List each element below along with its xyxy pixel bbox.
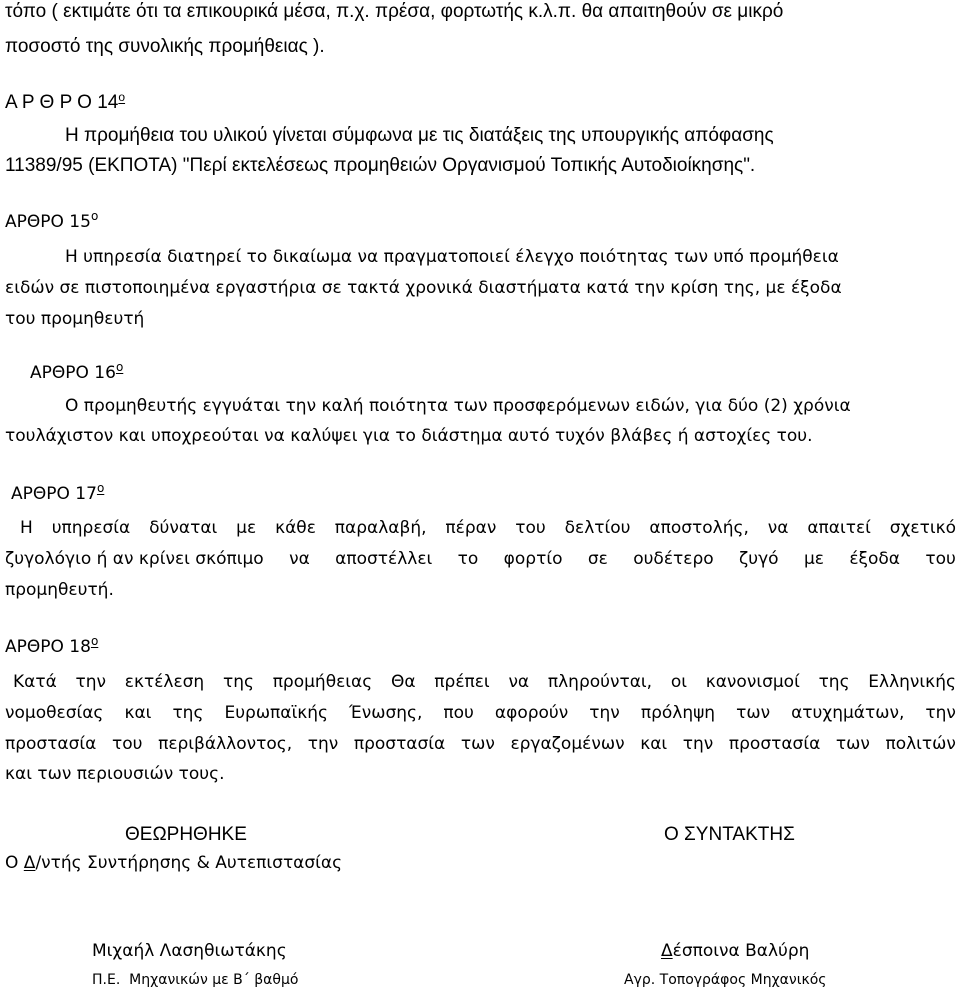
justified-word: με [803,549,824,569]
intro-line-1: τόπο ( εκτιμάτε ότι τα επικουρικά μέσα, π.χ. πρέσα, φορτωτής κ.λ.π. θα απαιτηθούν σε μικρό [5,1,784,22]
justified-word: της [818,672,850,692]
approver-role: Ο Δ/ντής Συντήρησης & Αυτεπιστασίας [5,853,343,873]
justified-word: Ευρωπαϊκής [224,703,329,723]
justified-word: έξοδα [849,549,901,569]
article-14-line-1: Η προμήθεια του υλικού γίνεται σύμφωνα με τις διατάξεις της υπουργικής απόφασης [65,125,774,146]
justified-word: της [172,703,204,723]
justified-word: που [443,703,474,723]
justified-word: το [457,549,479,569]
justified-word: περιβάλλοντος, [158,734,293,754]
justified-word: Ένωσης, [349,703,423,723]
justified-word: την [75,672,107,692]
justified-word: ουδέτερο [633,549,714,569]
justified-word: πέραν [445,518,497,538]
justified-word: νομοθεσίας [5,703,104,723]
justified-word: του [925,549,956,569]
justified-word: κανονισμοί [705,672,800,692]
justified-word: δύναται [149,518,218,538]
justified-word: Ελληνικής [868,672,956,692]
justified-word: προστασία [353,734,446,754]
article-17-line-1 [20,520,956,537]
justified-word: του [515,518,546,538]
justified-word: απαιτεί [807,518,871,538]
article-16-heading: ΑΡΘΡΟ $16^o$ [30,360,124,383]
justified-word: εργαζομένων [510,734,625,754]
justified-word: Η [20,518,33,538]
justified-word: να [289,549,310,569]
article-14-heading: Α Ρ Θ Ρ Ο $14^o$ [5,90,126,113]
article-15-line-1: Η υπηρεσία διατηρεί το δικαίωμα να πραγματοποιεί έλεγχο ποιότητας των υπό προμήθεια [65,247,839,267]
justified-word: φορτίο [503,549,563,569]
approved-label: ΘΕΩΡΗΘΗΚΕ [125,824,247,845]
justified-word: ατυχημάτων, [791,703,905,723]
article-17-heading: ΑΡΘΡΟ $17^o$ [11,481,105,504]
composer-label: Ο ΣΥΝΤΑΚΤΗΣ [664,824,795,845]
justified-word: των [835,734,870,754]
article-18-heading: ΑΡΘΡΟ $18^o$ [5,634,99,657]
justified-word: αποστολής, [649,518,749,538]
article-15-line-3: του προμηθευτή [5,309,145,329]
article-18-line-3 [5,736,956,753]
justified-word: την [925,703,956,723]
article-18-line-4: και των περιουσιών τους. [5,764,225,784]
justified-word: προστασία [728,734,821,754]
justified-word: του [111,734,143,754]
justified-word: πρόληψη [640,703,716,723]
intro-line-2: ποσοστό της συνολικής προμήθειας ). [5,36,325,57]
justified-word: παραλαβή, [334,518,427,538]
justified-word: την [682,734,714,754]
justified-word: πρέπει [434,672,490,692]
justified-word: των [460,734,495,754]
justified-word: και [124,703,152,723]
justified-word: ζυγό [739,549,779,569]
approver-title: Π.Ε. Μηχανικών με Β΄ βαθμό [92,972,299,988]
justified-word: να [767,518,789,538]
justified-word: αποστέλλει [335,549,433,569]
article-16-line-2: τουλάχιστον και υποχρεούται να καλύψει για το διάστημα αυτό τυχόν βλάβες ή αστοχίες του. [5,426,813,446]
justified-word: δελτίου [564,518,631,538]
article-17-line-2 [5,551,956,568]
composer-name: Δέσποινα Βαλύρη [661,941,810,961]
composer-title: Αγρ. Τοπογράφος Μηχανικός [624,972,827,988]
justified-word: ζυγολόγιο ή αν κρίνει σκόπιμο [5,549,264,569]
justified-word: της [222,672,254,692]
justified-word: αφορούν [494,703,569,723]
justified-word: την [307,734,339,754]
justified-word: προστασία [5,734,97,754]
justified-word: οι [670,672,687,692]
justified-word: Θα [390,672,416,692]
justified-word: να [508,672,530,692]
justified-word: πληρούνται, [547,672,653,692]
justified-word: την [589,703,620,723]
approver-name: Μιχαήλ Λασηθιωτάκης [92,941,287,961]
justified-word: Κατά [13,672,57,692]
justified-word: και [640,734,668,754]
justified-word: με [236,518,257,538]
article-15-line-2: ειδών σε πιστοποιημένα εργαστήρια σε τακτά χρονικά διαστήματα κατά την κρίση της, με έξοδα [5,278,842,298]
justified-word: υπηρεσία [51,518,131,538]
justified-word: των [736,703,771,723]
article-18-line-1 [13,674,956,691]
justified-word: προμήθειας [272,672,373,692]
justified-word: κάθε [275,518,316,538]
justified-word: σε [587,549,608,569]
article-14-line-2: 11389/95 (ΕΚΠΟΤΑ) "Περί εκτελέσεως προμηθειών Οργανισμού Τοπικής Αυτοδιοίκησης". [5,155,756,176]
justified-word: εκτέλεση [124,672,205,692]
justified-word: σχετικό [889,518,956,538]
article-15-heading: ΑΡΘΡΟ $15^o$ [5,209,99,232]
article-18-line-2 [5,705,956,722]
justified-word: πολιτών [885,734,956,754]
article-17-line-3: προμηθευτή. [5,580,114,600]
article-16-line-1: Ο προμηθευτής εγγυάται την καλή ποιότητα των προσφερόμενων ειδών, για δύο (2) χρόνια [65,396,851,416]
